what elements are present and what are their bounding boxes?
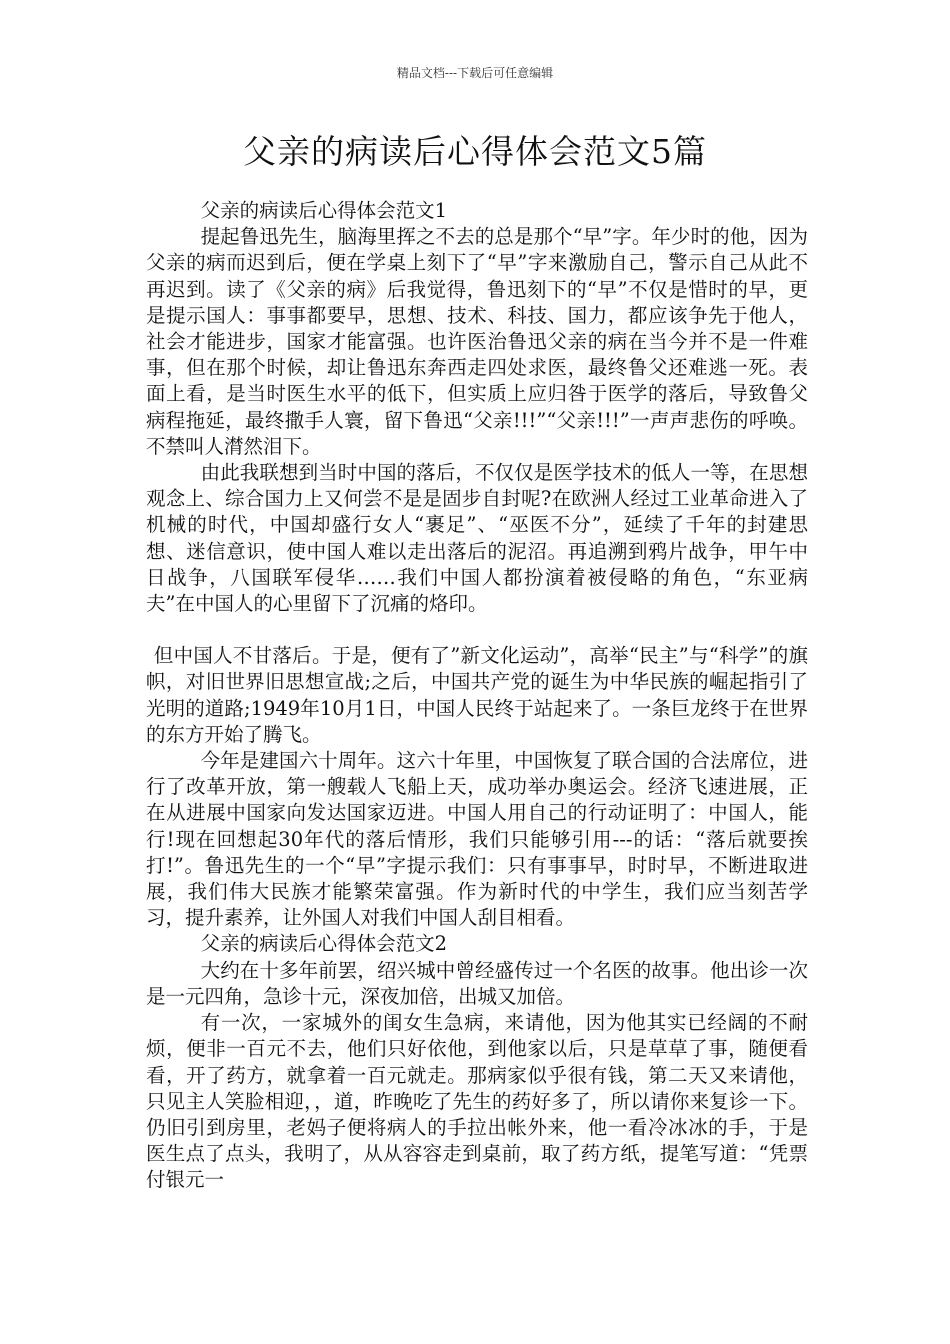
section-heading-2: 父亲的病读后心得体会范文2 [200,932,448,956]
header-note: 精品文档---下载后可任意编辑 [396,66,554,80]
paragraph: 提起鲁迅先生，脑海里挥之不去的总是那个“早”字。年少时的他，因为父亲的病而迟到后，便在学桌上刻下了“早”字来激励自己，警示自己从此不再迟到。读了《父亲的病》后我觉得，鲁迅刻下的“早”不仅是惜时的早，更是提示国人：事事都要早，思想、技术、科技、国力，都应该争先于他人，社会才能进步，国家才能富强。也许医治鲁迅父亲的病在当今并不是一件难事，但在那个时候，却让鲁迅东奔西走四处求医，最终鲁父还难逃一死。表面上看，是当时医生水平的低下，但实质上应归咎于医学的落后，导致鲁父病程拖延，最终撒手人寰，留下鲁迅“父亲!!!”“父亲!!!”一声声悲伤的呼唤。不禁叫人潸然泪下。 [146,225,808,458]
page-title: 父亲的病读后心得体会范文5篇 [243,132,707,171]
paragraph: 今年是建国六十周年。这六十年里，中国恢复了联合国的合法席位，进行了改革开放，第一艘载人飞船上天，成功举办奥运会。经济飞速进展，正在从进展中国家向发达国家迈进。中国人用自己的行动证明了：中国人，能行!现在回想起30年代的落后情形，我们只能够引用---的话：“落后就要挨打!”。鲁迅先生的一个“早”字提示我们：只有事事早，时时早，不断进取进展，我们伟大民族才能繁荣富强。作为新时代的中学生，我们应当刻苦学习，提升素养，让外国人对我们中国人刮目相看。 [146,749,808,930]
paragraph: 有一次，一家城外的闺女生急病，来请他，因为他其实已经阔的不耐烦，便非一百元不去，他们只好依他，到他家以后，只是草草了事，随便看看，开了药方，就拿着一百元就走。那病家似乎很有钱，第二天又来请他，只见主人笑脸相迎，，道，昨晚吃了先生的药好多了，所以请你来复诊一下。仍旧引到房里，老妈子便将病人的手拉出帐外来，他一看冷冰冰的手，于是医生点了点头，我明了，从从容容走到桌前，取了药方纸，提笔写道：“凭票付银元一 [146,1011,808,1192]
section-heading-1: 父亲的病读后心得体会范文1 [200,199,448,222]
paragraph: 但中国人不甘落后。于是，便有了”新文化运动”，高举“民主”与“科学”的旗帜，对旧世界旧思想宣战;之后，中国共产党的诞生为中华民族的崛起指引了光明的道路;1949年10月1日，中国人民终于站起来了。一条巨龙终于在世界的东方开始了腾飞。 [146,644,808,746]
document-body [146,198,808,1194]
paragraph-gap [146,617,808,643]
paragraph: 大约在十多年前罢，绍兴城中曾经盛传过一个名医的故事。他出诊一次是一元四角，急诊十元，深夜加倍，出城又加倍。 [146,958,808,1008]
paragraph: 由此我联想到当时中国的落后，不仅仅是医学技术的低人一等，在思想观念上、综合国力上又何尝不是是固步自封呢?在欧洲人经过工业革命进入了机械的时代，中国却盛行女人“裹足”、“巫医不分”，延续了千年的封建思想、迷信意识，使中国人难以走出落后的泥沼。再追溯到鸦片战争，甲午中日战争，八国联军侵华……我们中国人都扮演着被侵略的角色，“东亚病夫”在中国人的心里留下了沉痛的烙印。 [146,461,808,616]
